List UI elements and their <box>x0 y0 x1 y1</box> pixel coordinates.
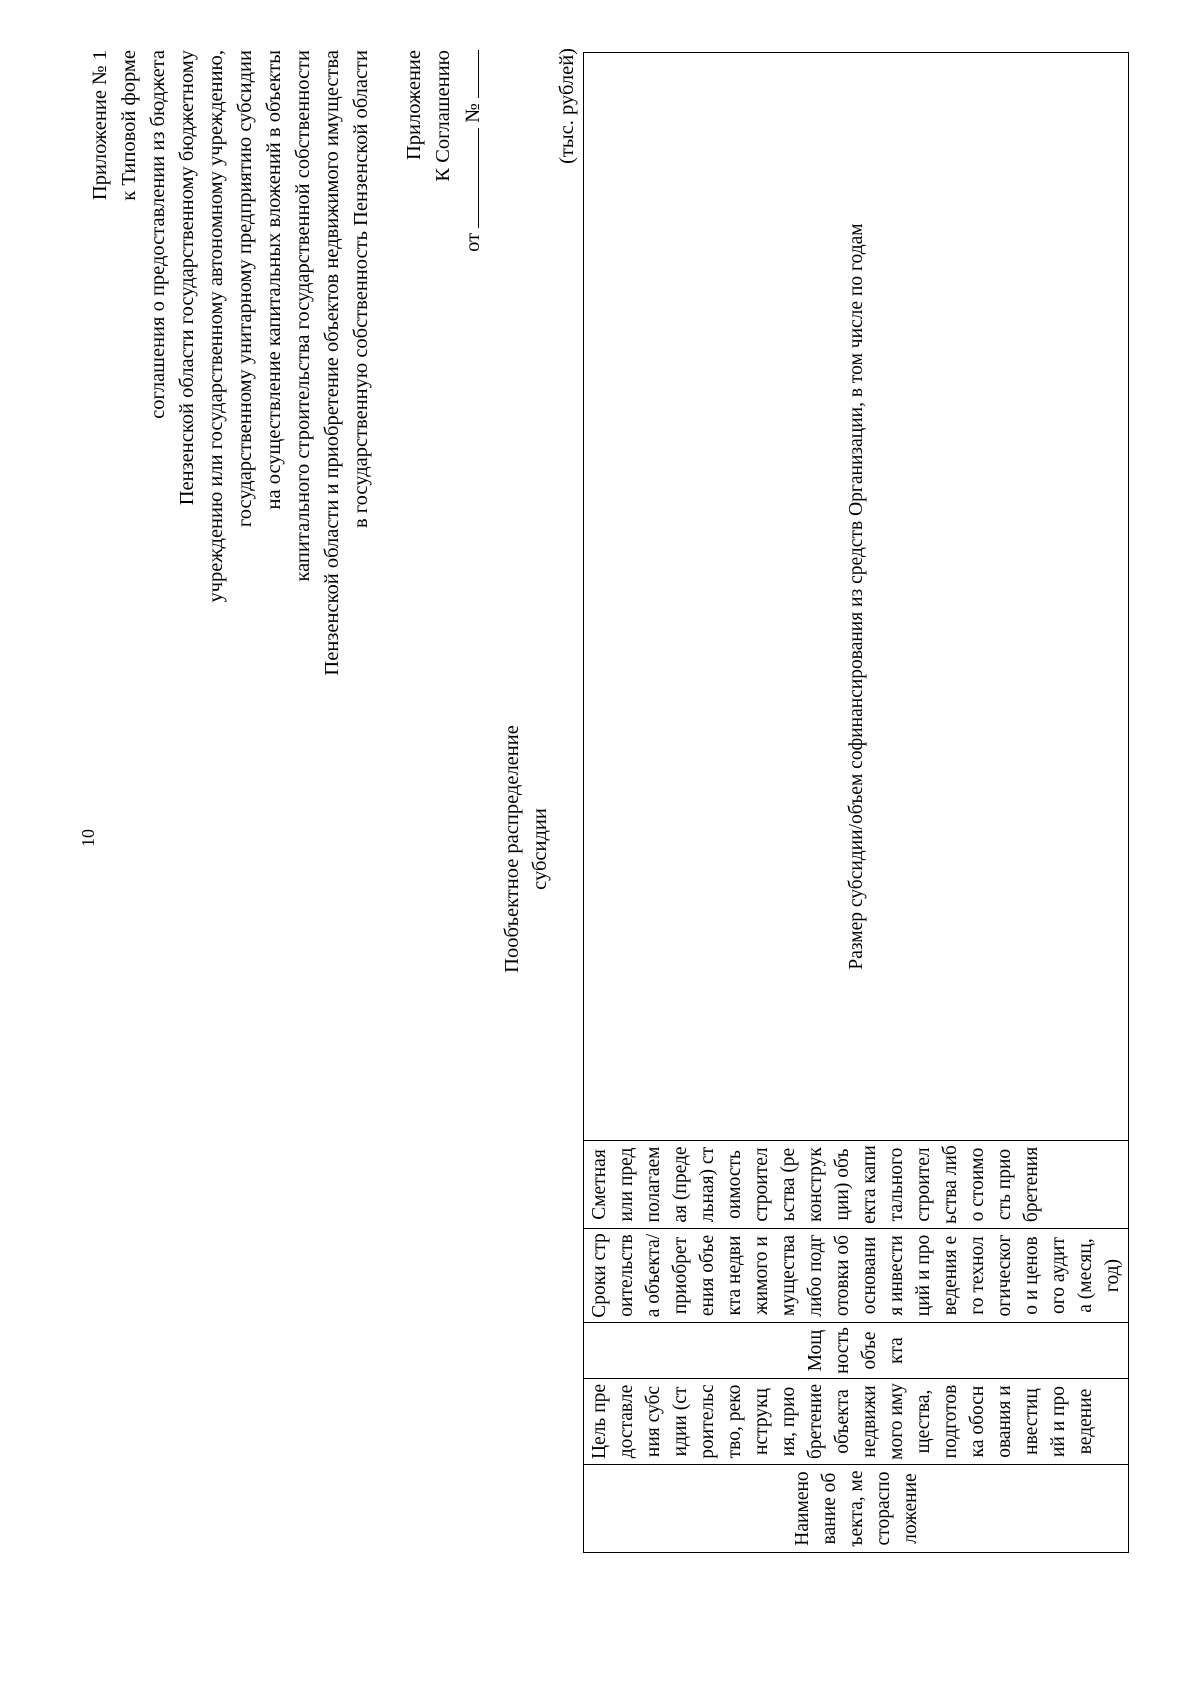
header-line: Приложение № 1 <box>89 50 111 201</box>
header-line: на осуществление капитальных вложений в объекты <box>263 50 285 510</box>
header-cell-capacity <box>584 1323 1129 1379</box>
page-number: 10 <box>78 829 98 847</box>
number-blank <box>458 50 479 98</box>
title-line-2: субсидии <box>529 808 551 890</box>
header-line: к Типовой форме <box>118 50 140 201</box>
header-line: учреждению или государственному автономному учреждению, <box>205 50 227 603</box>
subsidy-distribution-table <box>583 52 1129 1553</box>
header-line: в государственную собственность Пензенской области <box>350 50 372 529</box>
appendix-header <box>86 50 376 1050</box>
header-cell-name <box>584 1465 1129 1553</box>
header-cell-cost <box>584 1141 1129 1229</box>
header-line: Пензенской области государственному бюджетному <box>176 50 198 506</box>
agreement-reference <box>400 50 488 450</box>
table-header-row <box>584 53 1129 1553</box>
header-capacity-text: Мощность объекта <box>805 1327 907 1374</box>
header-cost-text: Сметная или предполагаемая (предельная) стоимость строительства (реконструкции) объекта капитального строительства либо стоимость приобретения <box>589 1145 1042 1224</box>
title-line-1: Пообъектное распределение <box>501 725 523 973</box>
header-line: Пензенской области и приобретение объектов недвижимого имущества <box>321 50 343 676</box>
date-label: от <box>462 232 484 252</box>
header-cell-goal <box>584 1379 1129 1465</box>
header-line: соглашения о предоставлении из бюджета <box>147 50 169 419</box>
header-cell-amount <box>584 53 1129 1141</box>
date-blank <box>458 128 479 228</box>
header-terms-text: Сроки строительства объекта/ приобретения объекта недвижимого имущества либо подготовки обоснования инвестиций и проведения его технологического и ценового аудита (месяц, год) <box>589 1233 1123 1318</box>
agreement-date-number-line <box>458 50 488 450</box>
header-amount-text: Размер субсидии/объем софинансирования из средств Организации, в том числе по годам <box>845 223 867 970</box>
header-line: капитального строительства государственной собственности <box>292 50 314 582</box>
units-label: (тыс. рублей) <box>556 48 578 164</box>
header-line: государственному унитарному предприятию субсидии <box>234 50 256 528</box>
header-cell-terms <box>584 1229 1129 1323</box>
agreement-appendix-label: Приложение <box>403 50 425 161</box>
header-name-text: Наименование объекта, месторасположение <box>791 1470 921 1547</box>
document-title <box>498 0 554 1698</box>
agreement-to-label: К Соглашению <box>432 50 454 182</box>
number-label: № <box>462 103 484 123</box>
header-goal-text: Цель предоставления субсидии (строительство, реконструкция, приобретение объекта недвижимого имущества, подготовка обоснования инвестиций и проведение <box>589 1383 1096 1460</box>
